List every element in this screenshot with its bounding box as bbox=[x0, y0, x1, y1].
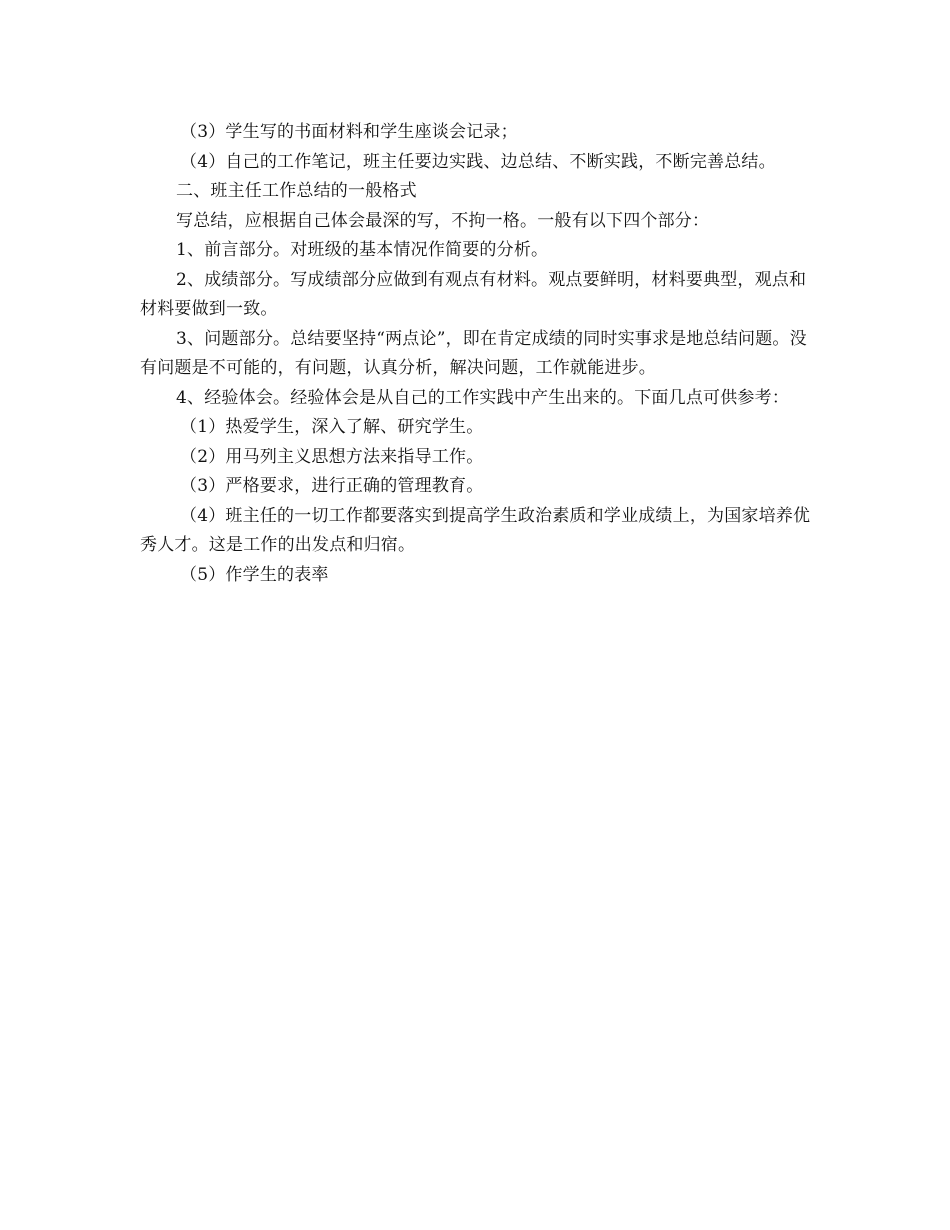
list-item-strict-requirements: （3）严格要求，进行正确的管理教育。 bbox=[180, 476, 484, 496]
paragraph-source-3: （3）学生写的书面材料和学生座谈会记录； bbox=[180, 122, 518, 142]
paragraph-preface: 1、前言部分。对班级的基本情况作简要的分析。 bbox=[176, 240, 549, 260]
list-item-improve-quality: （4）班主任的一切工作都要落实到提高学生政治素质和学业成绩上，为国家培养优秀人才。这是工作的出发点和归宿。 bbox=[140, 505, 811, 555]
section-heading-format: 二、班主任工作总结的一般格式 bbox=[176, 181, 417, 201]
paragraph-achievements: 2、成绩部分。写成绩部分应做到有观点有材料。观点要鲜明，材料要典型，观点和材料要做到一致。 bbox=[140, 269, 807, 319]
list-item-role-model: （5）作学生的表率 bbox=[180, 564, 329, 585]
document-body bbox=[140, 118, 820, 590]
paragraph-intro: 写总结，应根据自己体会最深的写，不拘一格。一般有以下四个部分： bbox=[176, 210, 710, 231]
paragraph-source-4: （4）自己的工作笔记，班主任要边实践、边总结、不断实践，不断完善总结。 bbox=[180, 151, 776, 172]
list-item-love-students: （1）热爱学生，深入了解、研究学生。 bbox=[180, 417, 484, 437]
paragraph-experience: 4、经验体会。经验体会是从自己的工作实践中产生出来的。下面几点可供参考： bbox=[176, 387, 790, 408]
list-item-guide-work: （2）用马列主义思想方法来指导工作。 bbox=[180, 446, 484, 467]
paragraph-problems: 3、问题部分。总结要坚持“两点论”，即在肯定成绩的同时实事求是地总结问题。没有问题是不可能的，有问题，认真分析，解决问题，工作就能进步。 bbox=[140, 328, 807, 378]
